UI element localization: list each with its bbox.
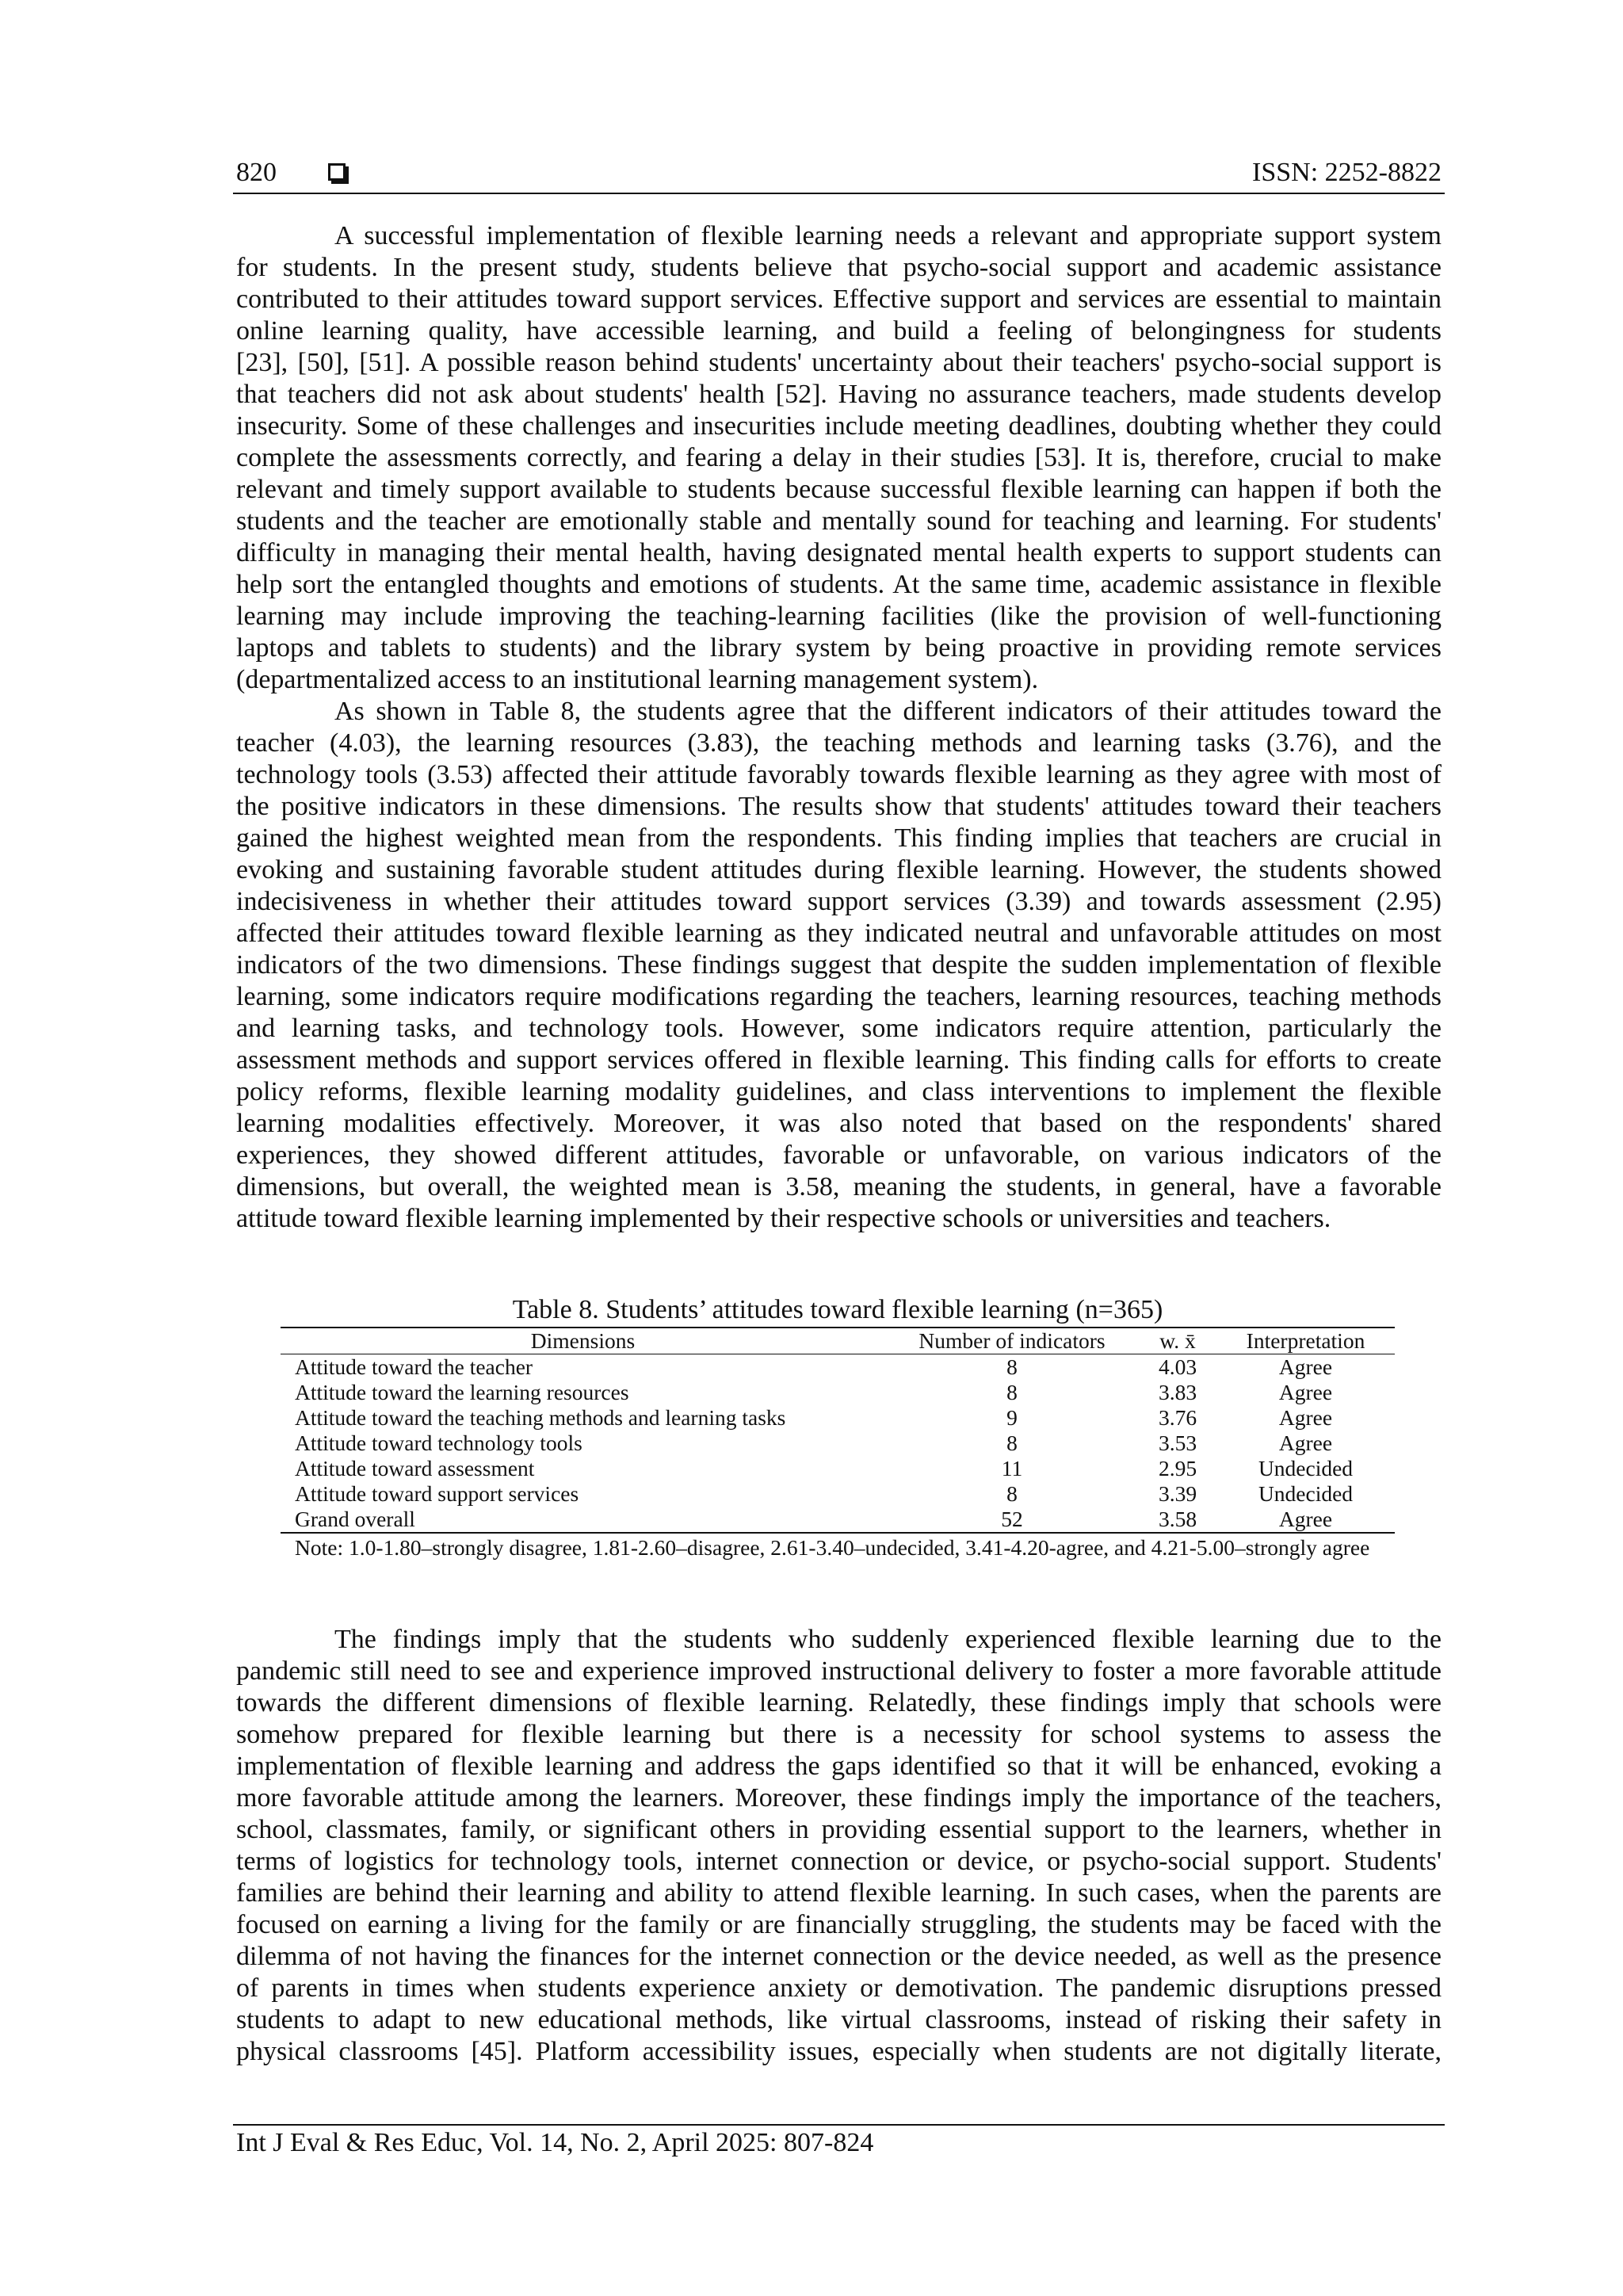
table-row xyxy=(281,1380,1395,1405)
text-line: difficulty in managing their mental health, having designated mental health experts to support students can xyxy=(236,538,1442,567)
header-rule xyxy=(233,193,1445,194)
text-line: help sort the entangled thoughts and emotions of students. At the same time, academic assistance in flexible xyxy=(236,570,1442,599)
table-note: Note: 1.0-1.80–strongly disagree, 1.81-2.60–disagree, 2.61-3.40–undecided, 3.41-4.20-agree, and 4.21-5.00–strongly agree xyxy=(295,1535,1370,1560)
dimension-cell: Attitude toward the teacher xyxy=(295,1354,533,1379)
table-caption: Table 8. Students’ attitudes toward flexible learning (n=365) xyxy=(512,1295,1163,1324)
text-line: terms of logistics for technology tools, internet connection or device, or psycho-social support. Students' xyxy=(236,1847,1442,1876)
text-line: learning, some indicators require modifications regarding the teachers, learning resources, teaching methods xyxy=(236,982,1442,1011)
weighted-mean-cell: 3.83 xyxy=(1158,1380,1197,1404)
attitudes-table xyxy=(281,1327,1395,1534)
text-line: experiences, they showed different attitudes, favorable or unfavorable, on various indicators of the xyxy=(236,1140,1442,1170)
text-line: students to adapt to new educational methods, like virtual classrooms, instead of risking their safety in xyxy=(236,2005,1442,2034)
interpretation-cell: Agree xyxy=(1278,1507,1333,1531)
page-header xyxy=(236,155,1442,190)
indicator-count-cell: 8 xyxy=(1006,1431,1018,1455)
weighted-mean-cell: 3.58 xyxy=(1158,1507,1197,1531)
text-line: implementation of flexible learning and address the gaps identified so that it will be enhanced, evoking a xyxy=(236,1752,1442,1781)
indicator-count-cell: 8 xyxy=(1006,1481,1018,1506)
text-line: (departmentalized access to an institutional learning management system). xyxy=(236,665,1039,694)
text-line: learning may include improving the teaching-learning facilities (like the provision of well-functioning xyxy=(236,602,1442,631)
interpretation-cell: Agree xyxy=(1278,1354,1333,1379)
text-line: that teachers did not ask about students' health [52]. Having no assurance teachers, made students develop xyxy=(236,380,1442,409)
weighted-mean-cell: 3.76 xyxy=(1158,1405,1197,1430)
footer-rule xyxy=(233,2124,1445,2126)
indicator-count-cell: 11 xyxy=(1001,1456,1023,1480)
text-line: and learning tasks, and technology tools. However, some indicators require attention, particularly the xyxy=(236,1014,1442,1043)
text-line: assessment methods and support services offered in flexible learning. This finding calls for efforts to create xyxy=(236,1045,1442,1075)
indicator-count-cell: 9 xyxy=(1006,1405,1018,1430)
weighted-mean-header: w. x̄ xyxy=(1139,1328,1216,1354)
dimension-cell: Attitude toward assessment xyxy=(295,1456,535,1480)
table-row xyxy=(281,1431,1395,1456)
text-line: teacher (4.03), the learning resources (3.83), the teaching methods and learning tasks (3.76), and the xyxy=(236,728,1442,758)
text-line: families are behind their learning and ability to attend flexible learning. In such cases, when the parents are xyxy=(236,1878,1442,1908)
text-line: attitude toward flexible learning implemented by their respective schools or universities and teachers. xyxy=(236,1204,1331,1233)
weighted-mean-cell: 2.95 xyxy=(1158,1456,1197,1480)
text-line: affected their attitudes toward flexible learning as they indicated neutral and unfavorable attitudes on most xyxy=(236,919,1442,948)
issn-label: ISSN: 2252-8822 xyxy=(1252,158,1442,187)
table-header-row xyxy=(281,1328,1395,1354)
paragraph-support-system xyxy=(236,220,1442,696)
text-line: physical classrooms [45]. Platform accessibility issues, especially when students are not digitally literate, xyxy=(236,2037,1442,2066)
table-row xyxy=(281,1481,1395,1507)
weighted-mean-cell: 3.39 xyxy=(1158,1481,1197,1506)
text-line: laptops and tablets to students) and the library system by being proactive in providing remote services xyxy=(236,633,1442,663)
interpretation-cell: Agree xyxy=(1278,1431,1333,1455)
paragraph-findings xyxy=(236,1624,1442,2068)
text-line: relevant and timely support available to students because successful flexible learning can happen if both the xyxy=(236,475,1442,504)
text-line: technology tools (3.53) affected their attitude favorably towards flexible learning as they agree with most of xyxy=(236,760,1442,789)
text-line: indicators of the two dimensions. These findings suggest that despite the sudden implementation of flexible xyxy=(236,950,1442,980)
text-line: more favorable attitude among the learners. Moreover, these findings imply the importance of the teachers, xyxy=(236,1783,1442,1813)
interpretation-cell: Agree xyxy=(1278,1405,1333,1430)
text-line: As shown in Table 8, the students agree that the different indicators of their attitudes toward the xyxy=(334,697,1442,726)
indicator-count-cell: 8 xyxy=(1006,1354,1018,1379)
text-line: dilemma of not having the finances for the internet connection or the device needed, as well as the presence xyxy=(236,1942,1442,1971)
text-line: the positive indicators in these dimensions. The results show that students' attitudes toward their teachers xyxy=(236,792,1442,821)
text-line: indecisiveness in whether their attitudes toward support services (3.39) and towards assessment (2.95) xyxy=(236,887,1442,916)
text-line: students and the teacher are emotionally stable and mentally sound for teaching and learning. For students' xyxy=(236,506,1442,536)
paragraph-table-discussion xyxy=(236,696,1442,1235)
text-line: gained the highest weighted mean from the respondents. This finding implies that teachers are crucial in xyxy=(236,823,1442,853)
table-row xyxy=(281,1507,1395,1533)
text-line: focused on earning a living for the family or are financially struggling, the students may be faced with the xyxy=(236,1910,1442,1939)
dimension-cell: Attitude toward the learning resources xyxy=(295,1380,629,1404)
interpretation-cell: Agree xyxy=(1278,1380,1333,1404)
table-row xyxy=(281,1456,1395,1481)
text-line: for students. In the present study, students believe that psycho-social support and academic assistance xyxy=(236,253,1442,282)
text-line: contributed to their attitudes toward support services. Effective support and services are essential to maintain xyxy=(236,285,1442,314)
text-line: towards the different dimensions of flexible learning. Relatedly, these findings imply that schools were xyxy=(236,1688,1442,1717)
shadowed-square-icon xyxy=(328,163,346,181)
indicator-count-cell: 52 xyxy=(1001,1507,1023,1531)
text-line: pandemic still need to see and experience improved instructional delivery to foster a more favorable attitude xyxy=(236,1656,1442,1686)
dimension-cell: Grand overall xyxy=(295,1507,415,1531)
dimension-cell: Attitude toward the teaching methods and learning tasks xyxy=(295,1405,786,1430)
dimensions-header: Dimensions xyxy=(281,1328,885,1354)
text-line: [23], [50], [51]. A possible reason behind students' uncertainty about their teachers' psycho-social support is xyxy=(236,348,1442,377)
dimension-cell: Attitude toward technology tools xyxy=(295,1431,582,1455)
text-line: policy reforms, flexible learning modality guidelines, and class interventions to implement the flexible xyxy=(236,1077,1442,1106)
interpretation-cell: Undecided xyxy=(1258,1456,1354,1480)
weighted-mean-cell: 4.03 xyxy=(1158,1354,1197,1379)
interpretation-cell: Undecided xyxy=(1258,1481,1354,1506)
text-line: somehow prepared for flexible learning but there is a necessity for school systems to assess the xyxy=(236,1720,1442,1749)
text-line: insecurity. Some of these challenges and insecurities include meeting deadlines, doubting whether they could xyxy=(236,411,1442,441)
weighted-mean-cell: 3.53 xyxy=(1158,1431,1197,1455)
page-number: 820 xyxy=(236,158,277,187)
text-line: of parents in times when students experience anxiety or demotivation. The pandemic disruptions pressed xyxy=(236,1973,1442,2003)
text-line: complete the assessments correctly, and fearing a delay in their studies [53]. It is, therefore, crucial to make xyxy=(236,443,1442,472)
text-line: dimensions, but overall, the weighted mean is 3.58, meaning the students, in general, have a favorable xyxy=(236,1172,1442,1201)
indicator-count-cell: 8 xyxy=(1006,1380,1018,1404)
text-line: school, classmates, family, or significant others in providing essential support to the learners, whether in xyxy=(236,1815,1442,1844)
table-row xyxy=(281,1405,1395,1431)
text-line: The findings imply that the students who suddenly experienced flexible learning due to the xyxy=(334,1625,1442,1654)
interpretation-header: Interpretation xyxy=(1216,1328,1395,1354)
text-line: A successful implementation of flexible learning needs a relevant and appropriate support system xyxy=(334,221,1442,250)
dimension-cell: Attitude toward support services xyxy=(295,1481,579,1506)
text-line: learning modalities effectively. Moreover, it was also noted that based on the respondents' shared xyxy=(236,1109,1442,1138)
indicators-header: Number of indicators xyxy=(885,1328,1139,1354)
footer-citation: Int J Eval & Res Educ, Vol. 14, No. 2, April 2025: 807-824 xyxy=(236,2128,874,2157)
table-row xyxy=(281,1354,1395,1381)
text-line: evoking and sustaining favorable student attitudes during flexible learning. However, the students showed xyxy=(236,855,1442,884)
text-line: online learning quality, have accessible learning, and build a feeling of belongingness for students xyxy=(236,316,1442,346)
